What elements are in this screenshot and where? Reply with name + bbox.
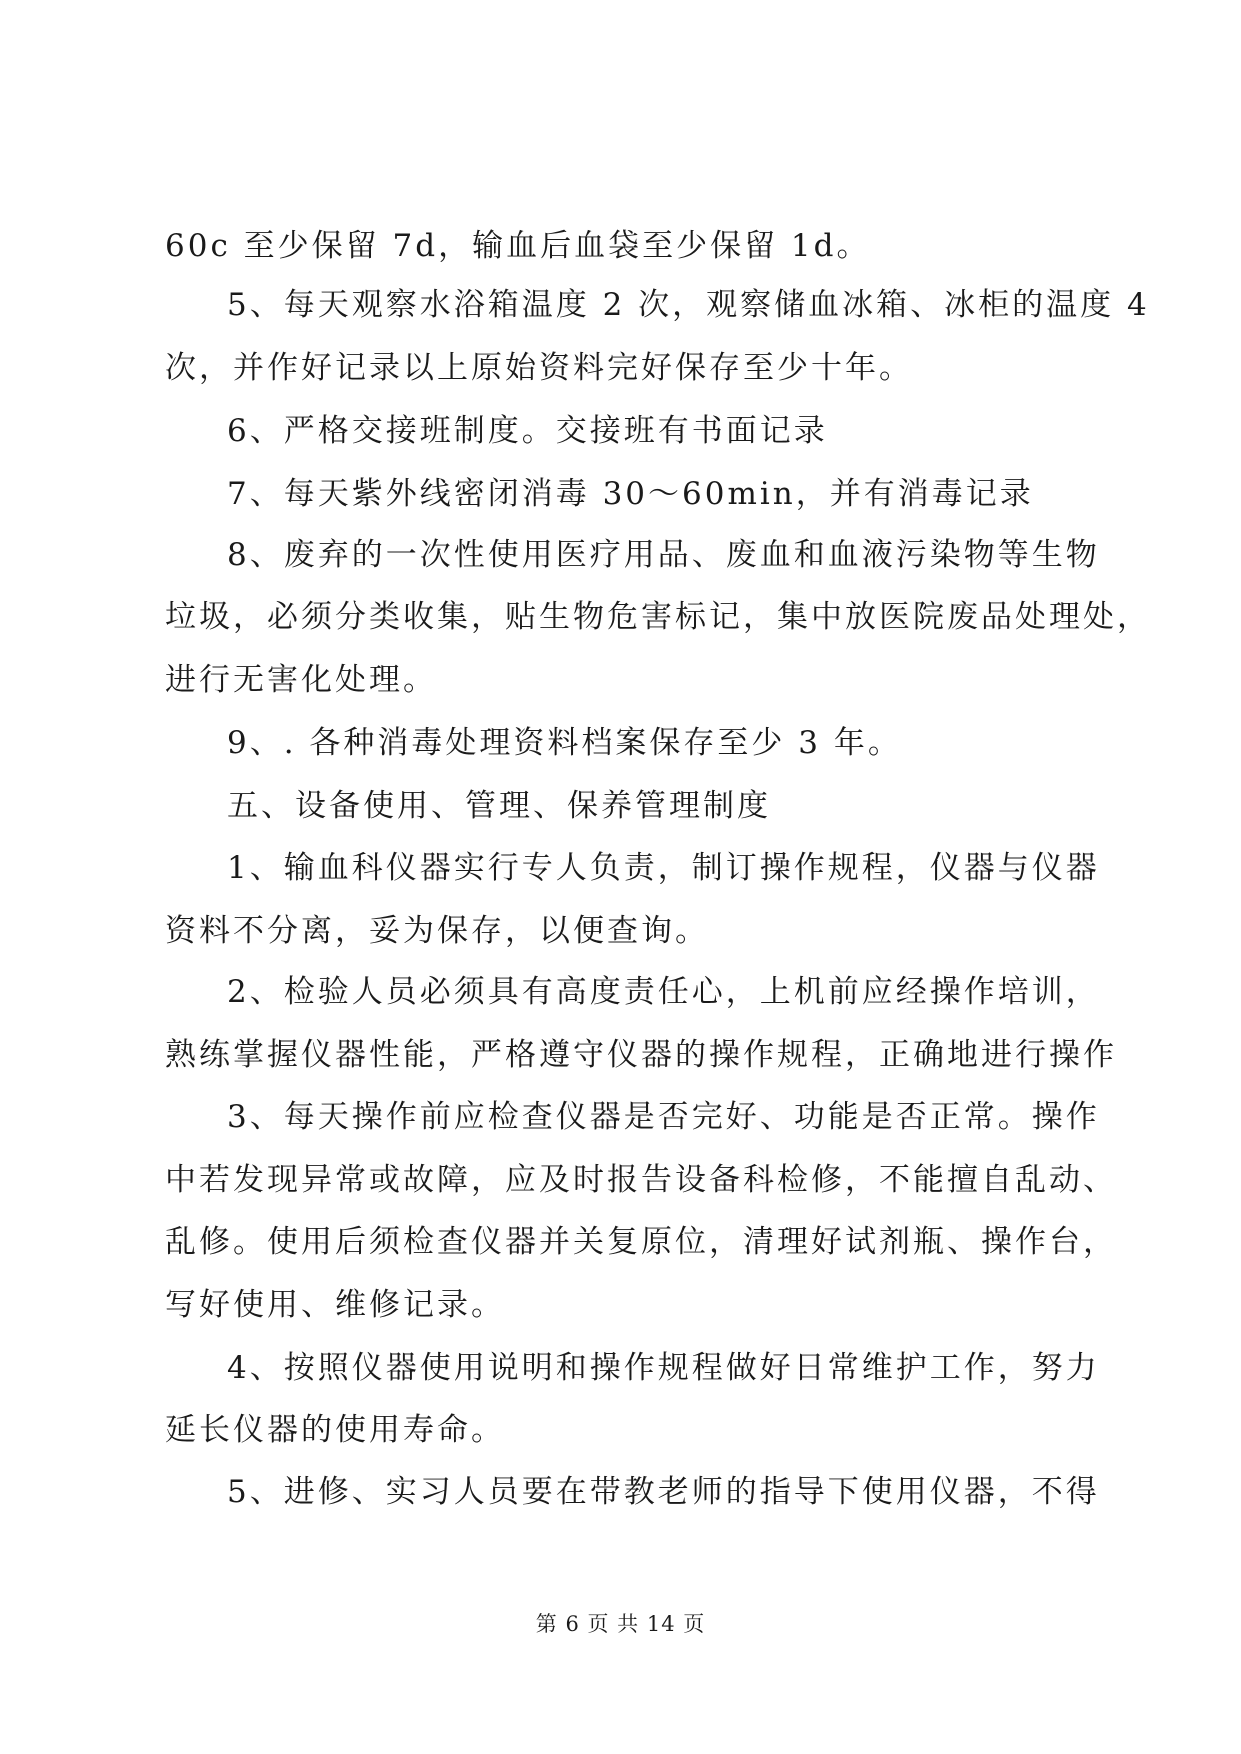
paragraph-line: 中若发现异常或故障，应及时报告设备科检修，不能擅自乱动、 bbox=[165, 1162, 1117, 1198]
paragraph-line: 5、进修、实习人员要在带教老师的指导下使用仪器，不得 bbox=[227, 1474, 1100, 1510]
paragraph-line: 3、每天操作前应检查仪器是否完好、功能是否正常。操作 bbox=[227, 1099, 1100, 1135]
paragraph-line: 熟练掌握仪器性能，严格遵守仪器的操作规程，正确地进行操作 bbox=[165, 1037, 1117, 1073]
paragraph-line: 5、每天观察水浴箱温度 2 次，观察储血冰箱、冰柜的温度 4 bbox=[227, 287, 1150, 323]
page-footer: 第 6 页 共 14 页 bbox=[535, 1612, 706, 1636]
paragraph-line: 次，并作好记录以上原始资料完好保存至少十年。 bbox=[165, 350, 913, 386]
paragraph-line: 延长仪器的使用寿命。 bbox=[165, 1412, 505, 1448]
paragraph-line: 写好使用、维修记录。 bbox=[165, 1287, 505, 1323]
paragraph-line: 60c 至少保留 7d，输血后血袋至少保留 1d。 bbox=[165, 228, 871, 264]
paragraph-line: 6、严格交接班制度。交接班有书面记录 bbox=[227, 413, 828, 449]
paragraph-line: 垃圾，必须分类收集，贴生物危害标记，集中放医院废品处理处， bbox=[165, 599, 1151, 635]
paragraph-line: 4、按照仪器使用说明和操作规程做好日常维护工作，努力 bbox=[227, 1350, 1100, 1386]
section-heading: 五、设备使用、管理、保养管理制度 bbox=[227, 788, 771, 824]
paragraph-line: 8、废弃的一次性使用医疗用品、废血和血液污染物等生物 bbox=[227, 537, 1100, 573]
paragraph-line: 1、输血科仪器实行专人负责，制订操作规程，仪器与仪器 bbox=[227, 850, 1100, 886]
paragraph-line: 2、检验人员必须具有高度责任心，上机前应经操作培训， bbox=[227, 974, 1100, 1010]
paragraph-line: 资料不分离，妥为保存，以便查询。 bbox=[165, 913, 709, 949]
paragraph-line: 乱修。使用后须检查仪器并关复原位，清理好试剂瓶、操作台， bbox=[165, 1224, 1117, 1260]
paragraph-line: 9、. 各种消毒处理资料档案保存至少 3 年。 bbox=[227, 725, 902, 761]
paragraph-line: 进行无害化处理。 bbox=[165, 662, 437, 698]
paragraph-line: 7、每天紫外线密闭消毒 30～60min，并有消毒记录 bbox=[227, 476, 1034, 512]
